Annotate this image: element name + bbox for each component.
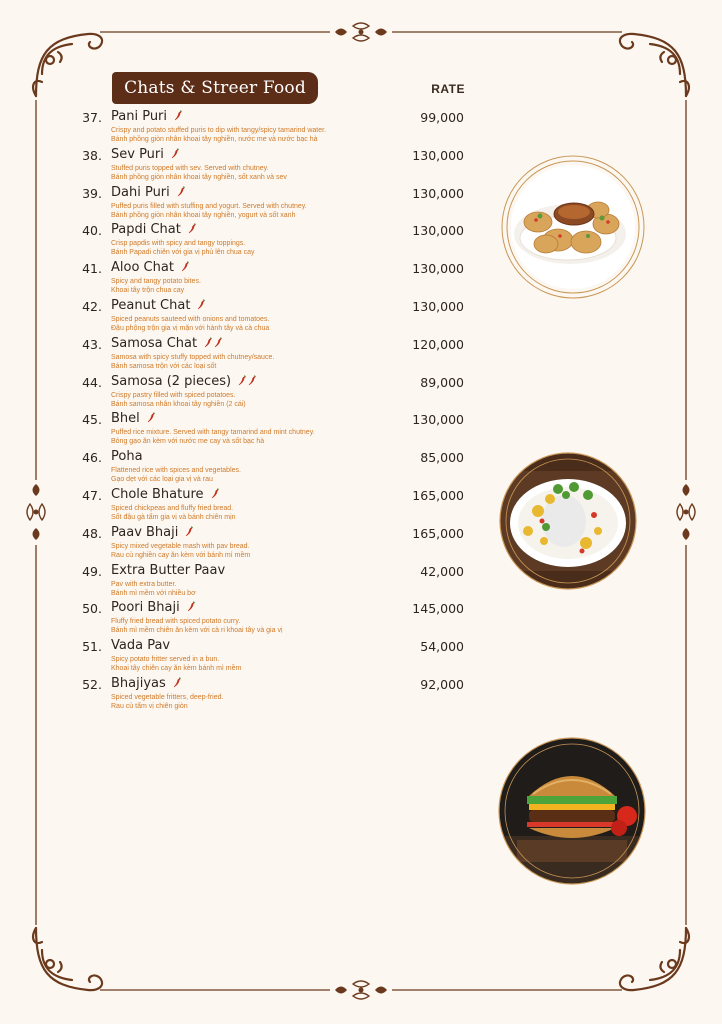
item-name-line — [111, 563, 225, 578]
item-name-line — [111, 260, 190, 275]
menu-item — [70, 488, 470, 524]
item-name: Bhajiyas — [111, 676, 166, 691]
chili-icon — [211, 488, 220, 499]
item-name-line — [111, 525, 194, 540]
item-description-en: Fluffy fried bread with spiced potato curry. — [111, 618, 241, 626]
chili-icon — [187, 601, 196, 612]
item-name-line — [111, 336, 223, 351]
item-description-vi: Khoai tây chiên cay ăn kèm bánh mì mềm — [111, 665, 242, 673]
item-price: 130,000 — [412, 299, 464, 314]
item-description-vi: Sốt đậu gà tẩm gia vị và bánh chiên mịn — [111, 514, 236, 521]
item-number: 40. — [82, 223, 102, 239]
item-price: 42,000 — [420, 563, 464, 579]
item-description-vi: Bánh samosa nhân khoai tây nghiền (2 cái) — [111, 400, 246, 408]
chili-icon — [177, 186, 186, 197]
item-description-vi: Bánh mì mềm chiên ăn kèm với cà ri khoai tây và gia vị — [111, 627, 283, 635]
item-description — [111, 542, 250, 560]
chili-icon — [171, 148, 180, 159]
item-description — [111, 315, 269, 333]
chili-icon — [248, 375, 257, 386]
item-description-vi: Gạo dẹt với các loại gia vị và rau — [111, 476, 213, 484]
item-name: Dahi Puri — [111, 184, 170, 200]
item-description-en: Spicy potato fritter served in a bun. — [111, 656, 220, 664]
menu-item — [70, 337, 470, 373]
item-price: 145,000 — [412, 601, 464, 617]
menu-item — [70, 564, 470, 600]
item-name-line — [111, 600, 196, 615]
menu-item — [70, 261, 470, 297]
item-price: 85,000 — [420, 450, 464, 466]
item-name: Vada Pav — [111, 638, 171, 654]
item-name-line — [111, 638, 170, 653]
menu-item — [70, 299, 470, 335]
item-description-en: Crispy pastry filled with spiced potatoes. — [111, 391, 236, 399]
item-number: 44. — [82, 374, 102, 390]
menu-item — [70, 677, 470, 713]
item-name-line — [111, 109, 183, 124]
item-name: Poha — [111, 449, 143, 465]
menu-item — [70, 526, 470, 562]
item-number: 50. — [82, 601, 102, 617]
menu-item — [70, 186, 470, 222]
item-number: 41. — [82, 261, 102, 277]
item-description-vi: Rau củ nghiền cay ăn kèm với bánh mì mềm — [111, 551, 251, 559]
item-name: Bhel — [111, 411, 140, 427]
item-description-en: Puffed rice mixture. Served with tangy tamarind and mint chutney. — [111, 429, 315, 437]
vada-pav-photo — [497, 736, 647, 886]
item-description-vi: Đậu phộng trộn gia vị mặn với hành tây và cà chua — [111, 325, 270, 332]
item-name-line — [111, 676, 182, 691]
item-name-line — [111, 374, 257, 389]
menu-item — [70, 412, 470, 448]
item-description — [111, 693, 223, 711]
chili-icon — [181, 261, 190, 272]
item-description — [111, 428, 315, 446]
chili-icon — [238, 375, 247, 386]
item-description — [111, 617, 283, 635]
item-name: Samosa Chat — [111, 335, 198, 351]
item-name-line — [111, 449, 143, 464]
section-title: Chats & Streer Food — [112, 72, 318, 104]
item-number: 49. — [82, 563, 102, 579]
item-description — [111, 504, 236, 522]
menu-item — [70, 450, 470, 486]
item-description — [111, 580, 196, 598]
item-name: Sev Puri — [111, 146, 164, 162]
item-name: Papdi Chat — [111, 222, 181, 238]
item-price: 165,000 — [412, 525, 464, 541]
item-description-en: Puffed puris filled with stuffing and yogurt. Served with chutney. — [111, 202, 307, 210]
item-description-vi: Bánh samosa trộn với các loại sốt — [111, 362, 217, 370]
item-price: 89,000 — [420, 374, 464, 390]
item-number: 39. — [82, 185, 102, 201]
chili-icon — [147, 412, 156, 423]
chili-icon — [214, 337, 223, 348]
item-description-vi: Bánh mì mềm với nhiều bơ — [111, 589, 196, 597]
item-price: 130,000 — [412, 261, 464, 277]
item-name: Extra Butter Paav — [111, 562, 226, 578]
rate-column-header: RATE — [431, 82, 465, 96]
item-price: 165,000 — [412, 488, 464, 503]
item-description — [111, 466, 241, 484]
pani-puri-photo — [498, 152, 648, 302]
item-number: 37. — [82, 110, 102, 125]
item-description — [111, 202, 307, 220]
item-description-vi: Bánh phồng giòn nhân khoai tây nghiền, sốt xanh và sev — [111, 173, 287, 181]
item-description — [111, 164, 287, 182]
item-description-en: Spicy and tangy potato bites. — [111, 278, 201, 286]
item-number: 52. — [82, 677, 102, 692]
menu-item — [70, 110, 470, 146]
item-name-line — [111, 222, 197, 237]
item-name: Poori Bhaji — [111, 600, 180, 616]
item-description-vi: Rau củ tẩm vị chiên giòn — [111, 703, 188, 710]
chili-icon — [197, 299, 206, 310]
item-description-en: Samosa with spicy stuffy topped with chutney/sauce. — [111, 353, 275, 361]
item-description — [111, 391, 246, 409]
item-description-vi: Bánh Papadi chiên với gia vị phủ lên chua cay — [111, 249, 255, 257]
item-price: 130,000 — [412, 223, 464, 239]
item-name: Pani Puri — [111, 109, 168, 124]
item-description-vi: Bánh phồng giòn nhân khoai tây nghiền, yogurt và sốt xanh — [111, 211, 296, 219]
item-price: 120,000 — [412, 336, 464, 352]
item-description — [111, 353, 274, 371]
item-number: 46. — [82, 450, 102, 466]
item-name: Peanut Chat — [111, 298, 191, 313]
item-description-en: Crisp papdis with spicy and tangy toppings. — [111, 240, 246, 248]
bhel-photo — [498, 451, 638, 591]
item-number: 43. — [82, 336, 102, 352]
item-description — [111, 655, 241, 673]
item-description — [111, 277, 201, 295]
item-description-en: Spiced vegetable fritters, deep-fried. — [111, 694, 224, 701]
item-name: Chole Bhature — [111, 487, 204, 502]
chili-icon — [174, 110, 183, 121]
menu-item — [70, 375, 470, 411]
item-price: 130,000 — [412, 412, 464, 428]
item-name-line — [111, 185, 186, 200]
item-description-en: Spiced chickpeas and fluffy fried bread. — [111, 505, 234, 512]
item-name-line — [111, 298, 206, 313]
item-name-line — [111, 487, 220, 502]
item-name-line — [111, 147, 180, 162]
item-description-en: Crispy and potato stuffed puris to dip with tangy/spicy tamarind water. — [111, 127, 327, 134]
item-name-line — [111, 411, 156, 426]
item-price: 130,000 — [412, 185, 464, 201]
menu-item — [70, 639, 470, 675]
item-description-vi: Bỏng gạo ăn kèm với nước me cay và sốt bạc hà — [111, 438, 265, 446]
item-number: 42. — [82, 299, 102, 314]
item-price: 99,000 — [420, 110, 464, 125]
chili-icon — [173, 677, 182, 688]
chili-icon — [204, 337, 213, 348]
item-description — [111, 126, 326, 144]
item-price: 92,000 — [420, 677, 464, 692]
item-description-en: Stuffed puris topped with sev. Served with chutney. — [111, 164, 269, 172]
menu-item — [70, 223, 470, 259]
menu-item — [70, 601, 470, 637]
item-number: 38. — [82, 147, 102, 163]
item-number: 45. — [82, 412, 102, 428]
item-description-vi: Khoai tây trộn chua cay — [111, 287, 185, 295]
item-number: 47. — [82, 488, 102, 503]
chili-icon — [185, 526, 194, 537]
item-description-en: Flattened rice with spices and vegetables. — [111, 467, 241, 475]
item-description-en: Spicy mixed vegetable mash with pav bread. — [111, 542, 250, 550]
item-name: Samosa (2 pieces) — [111, 373, 232, 389]
item-number: 48. — [82, 525, 102, 541]
item-name: Paav Bhaji — [111, 524, 179, 540]
item-description-en: Pav with extra butter. — [111, 580, 177, 588]
item-description-en: Spiced peanuts sauteed with onions and tomatoes. — [111, 316, 270, 323]
menu-item — [70, 148, 470, 184]
item-price: 54,000 — [420, 639, 464, 655]
item-description — [111, 239, 255, 257]
item-price: 130,000 — [412, 147, 464, 163]
item-number: 51. — [82, 639, 102, 655]
item-name: Aloo Chat — [111, 260, 174, 276]
chili-icon — [188, 223, 197, 234]
item-description-vi: Bánh phồng giòn nhân khoai tây nghiền, nước me và nước bạc hà — [111, 136, 318, 143]
